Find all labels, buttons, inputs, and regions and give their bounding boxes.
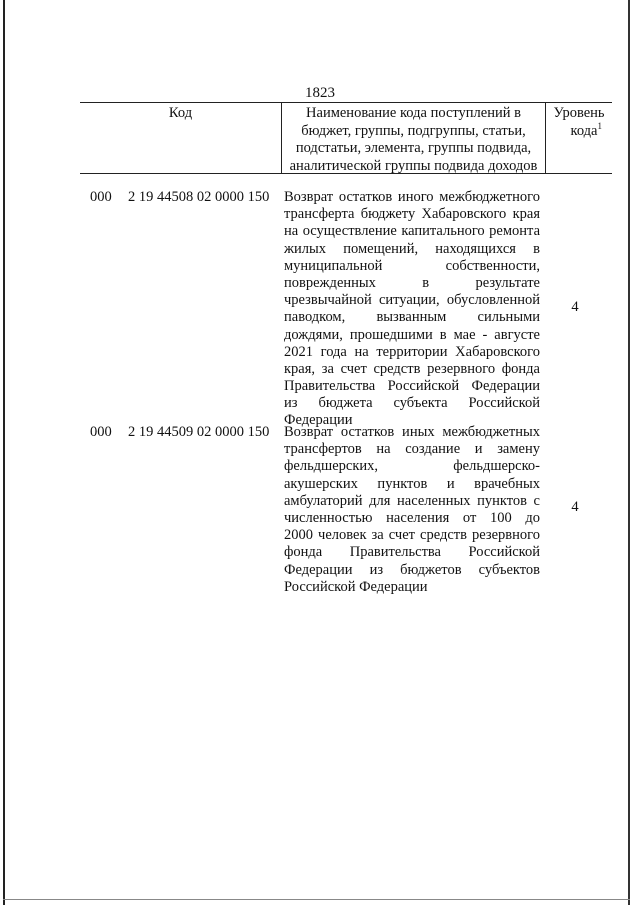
header-level (545, 103, 612, 173)
row-name-line: Федерации (284, 412, 353, 429)
row-name-line: 2000 человек за счет средств резервного (284, 527, 540, 544)
row-name-line: фельдшерских, фельдшерско- (284, 458, 540, 475)
row-name-line: края, за счет средств резервного фонда (284, 360, 540, 377)
row-name-line: численностью населения от 100 до (284, 509, 540, 526)
row-name-line: Правительства Российской Федерации (284, 378, 540, 395)
header-name-line: Наименование кода поступлений в (306, 105, 521, 121)
row-name-line: фонда Правительства Российской (284, 544, 540, 561)
row-name-line: из бюджета субъекта Российской (284, 395, 540, 412)
page-border-left (3, 0, 5, 905)
footnote-marker: 1 (597, 120, 602, 131)
row-name (284, 424, 540, 596)
header-level-line1: Уровень (553, 105, 605, 121)
row-name-line: паводком, вызванным сильными (284, 309, 540, 326)
row-name-line: муниципальной собственности, (284, 257, 540, 274)
row-name-line: чрезвычайной ситуации, обусловленной (284, 292, 540, 309)
header-level-text: кода (570, 122, 598, 139)
admin-code: 000 (90, 424, 112, 440)
budget-code: 2 19 44508 02 0000 150 (128, 189, 270, 205)
row-name-line: жилых помещений, находящихся в (284, 240, 540, 257)
page-border-bottom (3, 899, 630, 900)
header-name-line: подстатьи, элемента, группы подвида, (295, 140, 532, 156)
code-level: 4 (571, 499, 579, 515)
row-name-line: Российской Федерации (284, 578, 428, 595)
page-border-right (628, 0, 630, 905)
header-code: Код (168, 105, 193, 121)
row-name-line: Возврат остатков иного межбюджетного (284, 189, 540, 205)
row-name-line: трансферта бюджету Хабаровского края (284, 206, 540, 223)
header-name (281, 103, 545, 173)
page-number: 1823 (305, 85, 335, 101)
table-header (80, 102, 612, 174)
row-name (284, 189, 540, 430)
row-name-line: трансфертов на создание и замену (284, 441, 540, 458)
header-name-line: бюджет, группы, подгруппы, статьи, (301, 122, 526, 139)
row-name-line: на осуществление капитального ремонта (284, 223, 540, 240)
header-level-line2 (546, 120, 612, 141)
code-level: 4 (571, 299, 579, 315)
row-name-line: амбулаторий для населенных пунктов с (284, 492, 540, 509)
budget-code: 2 19 44509 02 0000 150 (128, 424, 270, 440)
row-name-line: акушерских пунктов и врачебных (284, 475, 540, 492)
row-name-line: Возврат остатков иных межбюджетных (284, 424, 540, 440)
row-name-line: 2021 года на территории Хабаровского (284, 343, 540, 360)
header-name-line: аналитической группы подвида доходов (289, 157, 538, 174)
row-name-line: Федерации из бюджетов субъектов (284, 561, 540, 578)
row-name-line: поврежденных в результате (284, 274, 540, 291)
admin-code: 000 (90, 189, 112, 205)
row-name-line: дождями, прошедшими в мае - августе (284, 326, 540, 343)
